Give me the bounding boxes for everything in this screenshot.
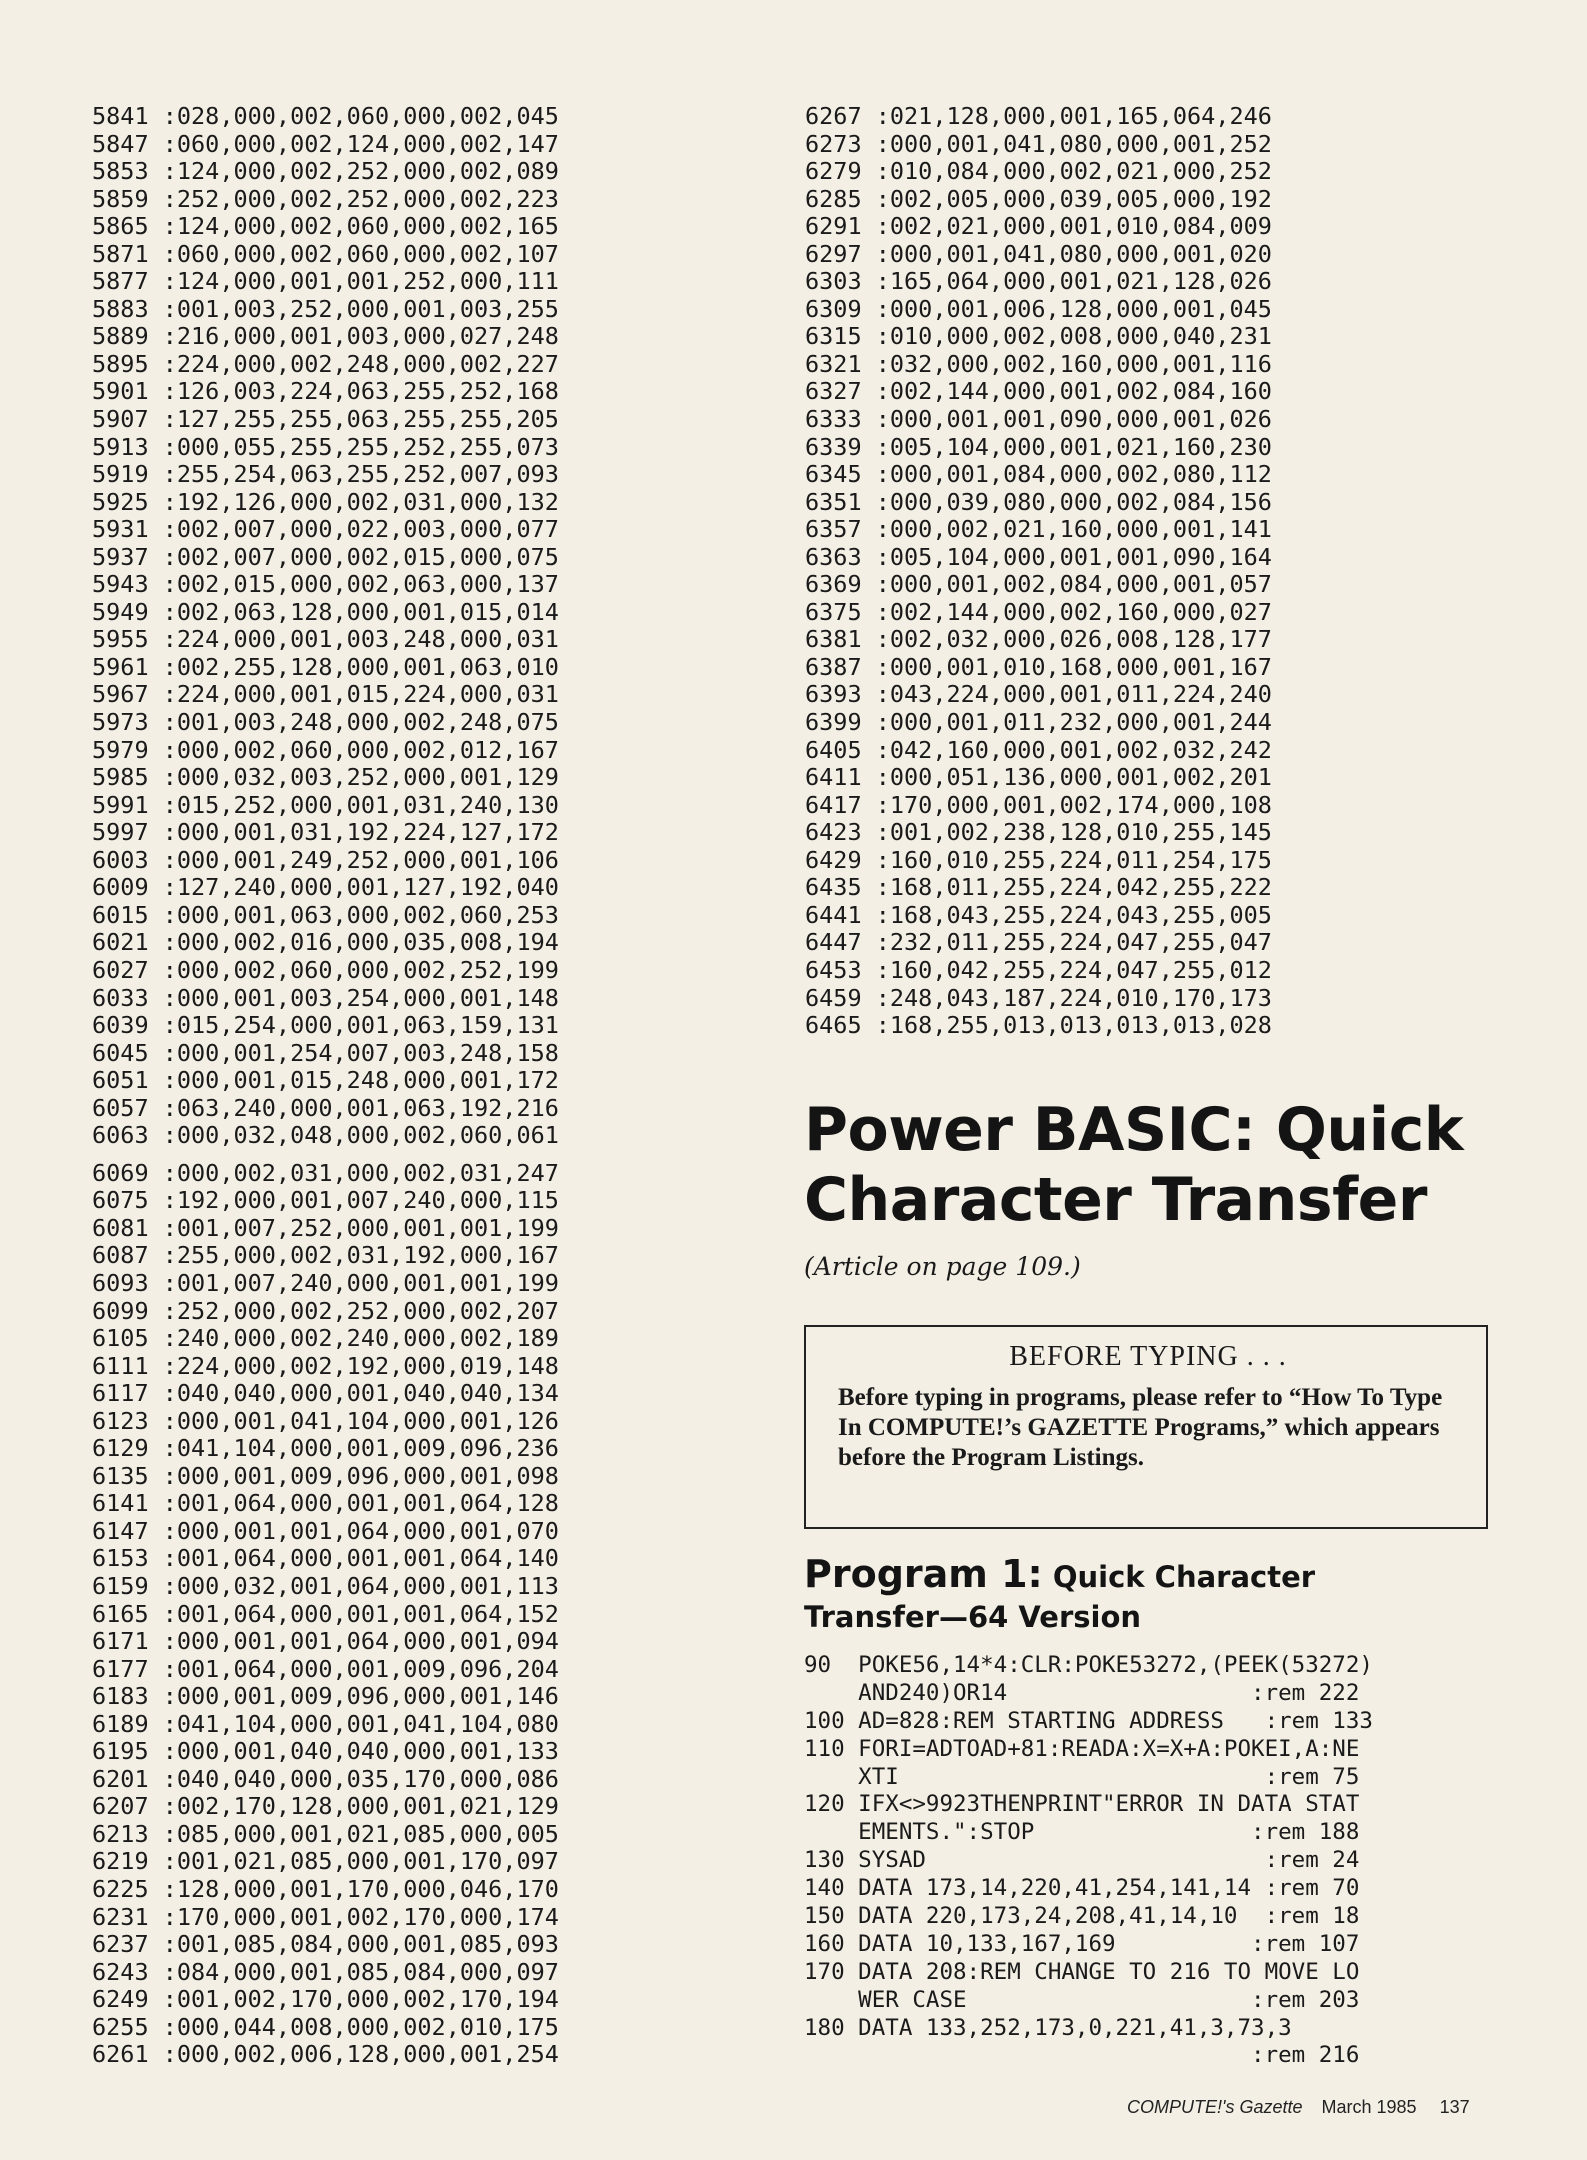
data-line: 6111 :224,000,002,192,000,019,148 — [92, 1351, 559, 1380]
data-line: 6447 :232,011,255,224,047,255,047 — [805, 928, 1272, 957]
data-line: 6417 :170,000,001,002,174,000,108 — [805, 790, 1272, 819]
data-line: 5961 :002,255,128,000,001,063,010 — [92, 652, 559, 681]
listing-line: 120 IFX<>9923THENPRINT"ERROR IN DATA STAT — [804, 1791, 1360, 1818]
data-line: 5979 :000,002,060,000,002,012,167 — [92, 735, 559, 764]
data-line: 6435 :168,011,255,224,042,255,222 — [805, 873, 1272, 902]
listing-line: :rem 216 — [804, 2042, 1360, 2069]
data-line: 5907 :127,255,255,063,255,255,205 — [92, 405, 559, 434]
page-number: 137 — [1439, 2097, 1470, 2117]
data-line: 5871 :060,000,002,060,000,002,107 — [92, 239, 559, 268]
data-line: 6147 :000,001,001,064,000,001,070 — [92, 1516, 559, 1545]
data-line: 6117 :040,040,000,001,040,040,134 — [92, 1379, 559, 1408]
data-line: 5955 :224,000,001,003,248,000,031 — [92, 625, 559, 654]
data-line: 6219 :001,021,085,000,001,170,097 — [92, 1847, 559, 1876]
listing-line: 90 POKE56,14*4:CLR:POKE53272,(PEEK(53272) — [804, 1652, 1373, 1678]
data-line: 6291 :002,021,000,001,010,084,009 — [805, 212, 1272, 241]
data-line: 6351 :000,039,080,000,002,084,156 — [805, 487, 1272, 516]
data-line: 6243 :084,000,001,085,084,000,097 — [92, 1957, 559, 1986]
data-line: 6363 :005,104,000,001,001,090,164 — [805, 542, 1272, 571]
data-line: 6381 :002,032,000,026,008,128,177 — [805, 625, 1272, 654]
before-typing-body: Before typing in programs, please refer to “How To Type In COMPUTE!’s GAZETTE Programs,” which appears before the Program Listings. — [838, 1384, 1443, 1471]
data-line: 5841 :028,000,002,060,000,002,045 — [92, 102, 559, 130]
data-line: 6171 :000,001,001,064,000,001,094 — [92, 1627, 559, 1656]
data-line: 5949 :002,063,128,000,001,015,014 — [92, 597, 559, 626]
data-line: 5913 :000,055,255,255,252,255,073 — [92, 432, 559, 461]
data-line: 6177 :001,064,000,001,009,096,204 — [92, 1654, 559, 1683]
listing-line: AND240)OR14 :rem 222 — [804, 1679, 1360, 1706]
data-line: 5973 :001,003,248,000,002,248,075 — [92, 708, 559, 737]
data-line: 6207 :002,170,128,000,001,021,129 — [92, 1792, 559, 1821]
data-line: 6063 :000,032,048,000,002,060,061 — [92, 1121, 559, 1150]
data-line: 6081 :001,007,252,000,001,001,199 — [92, 1213, 559, 1242]
data-block-left-bottom — [92, 1160, 559, 2069]
data-line: 6123 :000,001,041,104,000,001,126 — [92, 1406, 559, 1435]
listing-line: 130 SYSAD :rem 24 — [804, 1847, 1360, 1874]
data-line: 6369 :000,001,002,084,000,001,057 — [805, 570, 1272, 599]
data-line: 6069 :000,002,031,000,002,031,247 — [92, 1158, 559, 1187]
data-line: 5937 :002,007,000,002,015,000,075 — [92, 542, 559, 571]
data-line: 6141 :001,064,000,001,001,064,128 — [92, 1489, 559, 1518]
before-typing-title: BEFORE TYPING . . . — [1009, 1341, 1287, 1372]
data-line: 6453 :160,042,255,224,047,255,012 — [805, 955, 1272, 984]
listing-line: 100 AD=828:REM STARTING ADDRESS :rem 133 — [804, 1707, 1373, 1734]
data-line: 6267 :021,128,000,001,165,064,246 — [805, 102, 1272, 130]
data-line: 6399 :000,001,011,232,000,001,244 — [805, 708, 1272, 737]
data-line: 5847 :060,000,002,124,000,002,147 — [92, 129, 559, 158]
data-block-right — [805, 103, 1272, 1040]
data-line: 6273 :000,001,041,080,000,001,252 — [805, 129, 1272, 158]
data-line: 6297 :000,001,041,080,000,001,020 — [805, 239, 1272, 268]
data-line: 6441 :168,043,255,224,043,255,005 — [805, 900, 1272, 929]
data-line: 6237 :001,085,084,000,001,085,093 — [92, 1930, 559, 1959]
program-listing — [804, 1652, 1373, 2070]
listing-line: 140 DATA 173,14,220,41,254,141,14 :rem 70 — [804, 1875, 1360, 1902]
headline-line-1: Power BASIC: Quick — [804, 1095, 1464, 1165]
issue-date: March 1985 — [1321, 2097, 1417, 2117]
data-line: 6423 :001,002,238,128,010,255,145 — [805, 818, 1272, 847]
data-line: 6465 :168,255,013,013,013,013,028 — [805, 1011, 1272, 1040]
data-line: 6087 :255,000,002,031,192,000,167 — [92, 1241, 559, 1270]
data-column-left — [92, 103, 559, 2069]
data-line: 6459 :248,043,187,224,010,170,173 — [805, 983, 1272, 1012]
program-title-line-2: Transfer—64 Version — [804, 1600, 1142, 1634]
article-headline — [804, 1095, 1504, 1235]
data-line: 6159 :000,032,001,064,000,001,113 — [92, 1571, 559, 1600]
data-line: 6015 :000,001,063,000,002,060,253 — [92, 900, 559, 929]
data-line: 6129 :041,104,000,001,009,096,236 — [92, 1434, 559, 1463]
data-line: 6027 :000,002,060,000,002,252,199 — [92, 955, 559, 984]
data-line: 6045 :000,001,254,007,003,248,158 — [92, 1038, 559, 1067]
data-line: 6261 :000,002,006,128,000,001,254 — [92, 2040, 559, 2069]
data-line: 5895 :224,000,002,248,000,002,227 — [92, 349, 559, 378]
data-line: 6153 :001,064,000,001,001,064,140 — [92, 1544, 559, 1573]
data-line: 6165 :001,064,000,001,001,064,152 — [92, 1599, 559, 1628]
data-line: 6231 :170,000,001,002,170,000,174 — [92, 1902, 559, 1931]
data-line: 6075 :192,000,001,007,240,000,115 — [92, 1186, 559, 1215]
listing-line: 160 DATA 10,133,167,169 :rem 107 — [804, 1930, 1360, 1957]
data-line: 6309 :000,001,006,128,000,001,045 — [805, 294, 1272, 323]
data-line: 6357 :000,002,021,160,000,001,141 — [805, 515, 1272, 544]
data-line: 5931 :002,007,000,022,003,000,077 — [92, 515, 559, 544]
data-line: 6303 :165,064,000,001,021,128,026 — [805, 267, 1272, 296]
data-line: 6255 :000,044,008,000,002,010,175 — [92, 2012, 559, 2041]
data-line: 6333 :000,001,001,090,000,001,026 — [805, 405, 1272, 434]
data-line: 6051 :000,001,015,248,000,001,172 — [92, 1066, 559, 1095]
data-line: 6057 :063,240,000,001,063,192,216 — [92, 1093, 559, 1122]
data-line: 5967 :224,000,001,015,224,000,031 — [92, 680, 559, 709]
magazine-name: COMPUTE!'s Gazette — [1127, 2097, 1303, 2117]
data-line: 5865 :124,000,002,060,000,002,165 — [92, 212, 559, 241]
program-title-part: Quick Character — [1042, 1560, 1316, 1594]
data-line: 5853 :124,000,002,252,000,002,089 — [92, 157, 559, 186]
data-line: 6285 :002,005,000,039,005,000,192 — [805, 184, 1272, 213]
data-line: 5877 :124,000,001,001,252,000,111 — [92, 267, 559, 296]
data-line: 5889 :216,000,001,003,000,027,248 — [92, 322, 559, 351]
article-page-reference: (Article on page 109.) — [804, 1252, 1081, 1281]
data-line: 6003 :000,001,249,252,000,001,106 — [92, 845, 559, 874]
headline-line-2: Character Transfer — [804, 1165, 1427, 1235]
listing-line: 110 FORI=ADTOAD+81:READA:X=X+A:POKEI,A:NE — [804, 1735, 1360, 1762]
data-block-left-top — [92, 103, 559, 1150]
data-line: 6195 :000,001,040,040,000,001,133 — [92, 1737, 559, 1766]
data-line: 5991 :015,252,000,001,031,240,130 — [92, 790, 559, 819]
data-line: 6099 :252,000,002,252,000,002,207 — [92, 1296, 559, 1325]
data-line: 6429 :160,010,255,224,011,254,175 — [805, 845, 1272, 874]
data-line: 6393 :043,224,000,001,011,224,240 — [805, 680, 1272, 709]
page-footer — [1127, 2097, 1470, 2118]
data-line: 6339 :005,104,000,001,021,160,230 — [805, 432, 1272, 461]
listing-line: WER CASE :rem 203 — [804, 1986, 1360, 2013]
data-line: 6009 :127,240,000,001,127,192,040 — [92, 873, 559, 902]
data-line: 6093 :001,007,240,000,001,001,199 — [92, 1268, 559, 1297]
data-line: 5925 :192,126,000,002,031,000,132 — [92, 487, 559, 516]
program-title-line-1 — [804, 1552, 1504, 1599]
before-typing-box — [804, 1325, 1488, 1529]
data-line: 6225 :128,000,001,170,000,046,170 — [92, 1875, 559, 1903]
data-line: 6033 :000,001,003,254,000,001,148 — [92, 983, 559, 1012]
data-line: 6375 :002,144,000,002,160,000,027 — [805, 597, 1272, 626]
data-column-right — [805, 103, 1272, 1040]
data-line: 6183 :000,001,009,096,000,001,146 — [92, 1682, 559, 1711]
data-line: 5901 :126,003,224,063,255,252,168 — [92, 377, 559, 406]
data-line: 6315 :010,000,002,008,000,040,231 — [805, 322, 1272, 351]
data-line: 6213 :085,000,001,021,085,000,005 — [92, 1819, 559, 1848]
data-line: 6105 :240,000,002,240,000,002,189 — [92, 1324, 559, 1353]
data-line: 5919 :255,254,063,255,252,007,093 — [92, 460, 559, 489]
listing-line: XTI :rem 75 — [804, 1763, 1360, 1790]
listing-line: 170 DATA 208:REM CHANGE TO 216 TO MOVE LO — [804, 1958, 1360, 1985]
listing-line: 180 DATA 133,252,173,0,221,41,3,73,3 — [804, 2014, 1292, 2041]
data-line: 6249 :001,002,170,000,002,170,194 — [92, 1985, 559, 2014]
data-line: 5943 :002,015,000,002,063,000,137 — [92, 570, 559, 599]
data-line: 6135 :000,001,009,096,000,001,098 — [92, 1461, 559, 1490]
data-line: 5859 :252,000,002,252,000,002,223 — [92, 184, 559, 213]
data-line: 6327 :002,144,000,001,002,084,160 — [805, 377, 1272, 406]
data-line: 6387 :000,001,010,168,000,001,167 — [805, 652, 1272, 681]
data-line: 5997 :000,001,031,192,224,127,172 — [92, 818, 559, 847]
data-line: 5985 :000,032,003,252,000,001,129 — [92, 763, 559, 792]
data-line: 6039 :015,254,000,001,063,159,131 — [92, 1011, 559, 1040]
data-line: 6201 :040,040,000,035,170,000,086 — [92, 1764, 559, 1793]
program-heading — [804, 1552, 1504, 1635]
data-line: 6279 :010,084,000,002,021,000,252 — [805, 157, 1272, 186]
listing-line: EMENTS.":STOP :rem 188 — [804, 1819, 1360, 1846]
data-line: 6189 :041,104,000,001,041,104,080 — [92, 1709, 559, 1738]
program-number: Program 1: — [804, 1552, 1043, 1596]
data-line: 6345 :000,001,084,000,002,080,112 — [805, 460, 1272, 489]
data-line: 6021 :000,002,016,000,035,008,194 — [92, 928, 559, 957]
data-line: 6411 :000,051,136,000,001,002,201 — [805, 763, 1272, 792]
data-line: 6405 :042,160,000,001,002,032,242 — [805, 735, 1272, 764]
listing-line: 150 DATA 220,173,24,208,41,14,10 :rem 18 — [804, 1903, 1360, 1930]
data-line: 5883 :001,003,252,000,001,003,255 — [92, 294, 559, 323]
data-line: 6321 :032,000,002,160,000,001,116 — [805, 349, 1272, 378]
